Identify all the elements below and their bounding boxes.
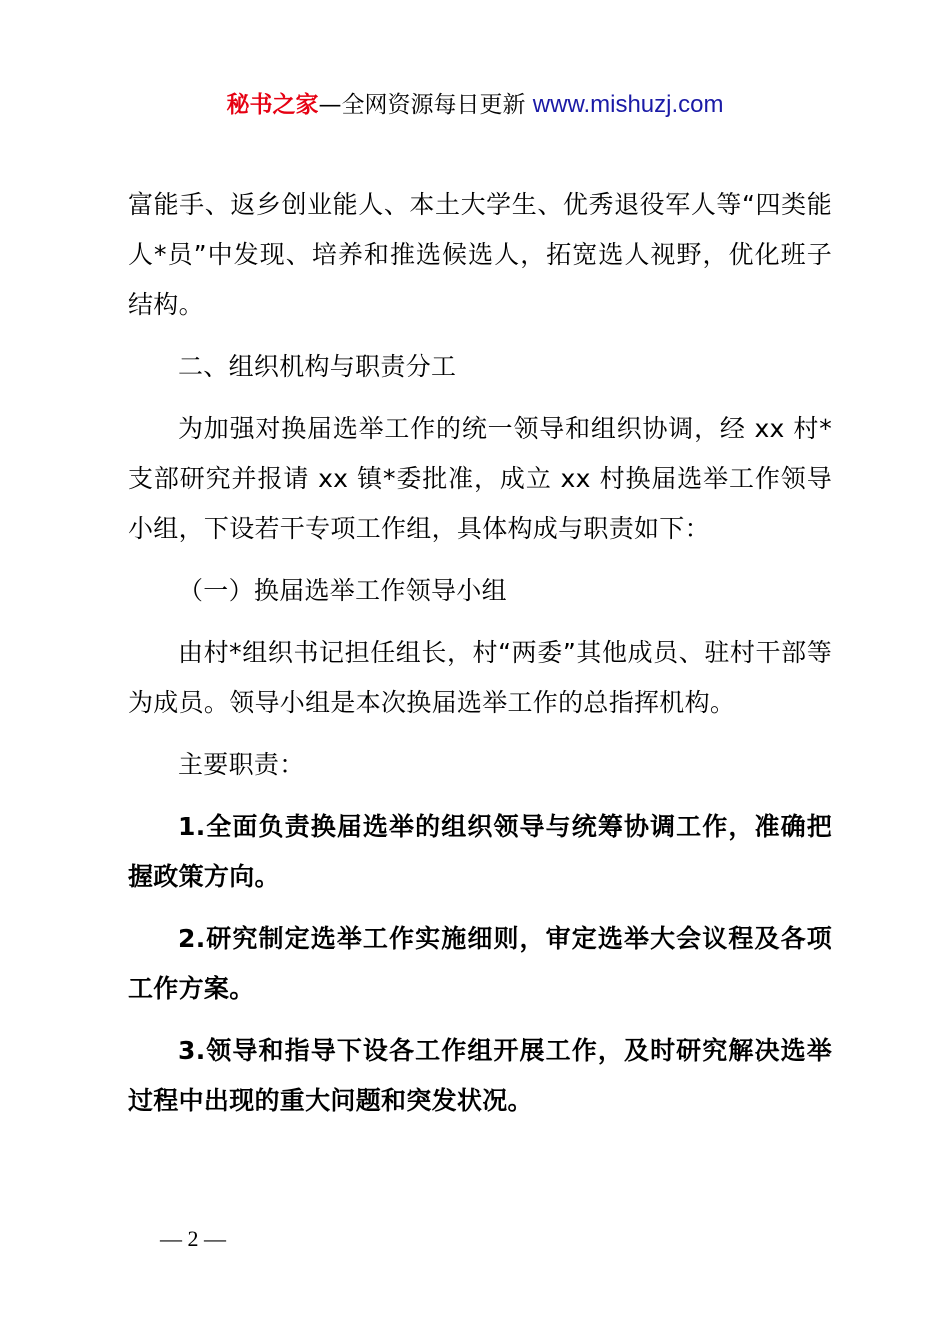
duty-item: 1.全面负责换届选举的组织领导与统筹协调工作，准确把握政策方向。	[128, 812, 832, 891]
page-header	[0, 88, 950, 122]
brand-name: 秘书之家	[226, 92, 319, 118]
header-url[interactable]: www.mishuzj.com	[532, 91, 724, 118]
paragraph-continuation: 富能手、返乡创业能人、本土大学生、优秀退役军人等“四类能人*员”中发现、培养和推选候选人，拓宽选人视野，优化班子结构。	[128, 190, 832, 319]
duty-item: 3.领导和指导下设各工作组开展工作，及时研究解决选举过程中出现的重大问题和突发状况。	[128, 1036, 832, 1115]
document-body	[128, 180, 832, 1126]
subsection-heading: （一）换届选举工作领导小组	[178, 576, 507, 605]
page-number: — 2 —	[160, 1226, 226, 1251]
section-heading: 二、组织机构与职责分工	[178, 352, 457, 381]
paragraph-intro: 为加强对换届选举工作的统一领导和组织协调，经 xx 村*支部研究并报请 xx 镇*委批准，成立 xx 村换届选举工作领导小组，下设若干专项工作组，具体构成与职责如下：	[128, 414, 832, 543]
duties-label: 主要职责：	[178, 750, 305, 779]
duty-item: 2.研究制定选举工作实施细则，审定选举大会议程及各项工作方案。	[128, 924, 832, 1003]
header-slogan: —全网资源每日更新	[318, 92, 533, 118]
paragraph-members: 由村*组织书记担任组长，村“两委”其他成员、驻村干部等为成员。领导小组是本次换届选举工作的总指挥机构。	[128, 638, 832, 717]
